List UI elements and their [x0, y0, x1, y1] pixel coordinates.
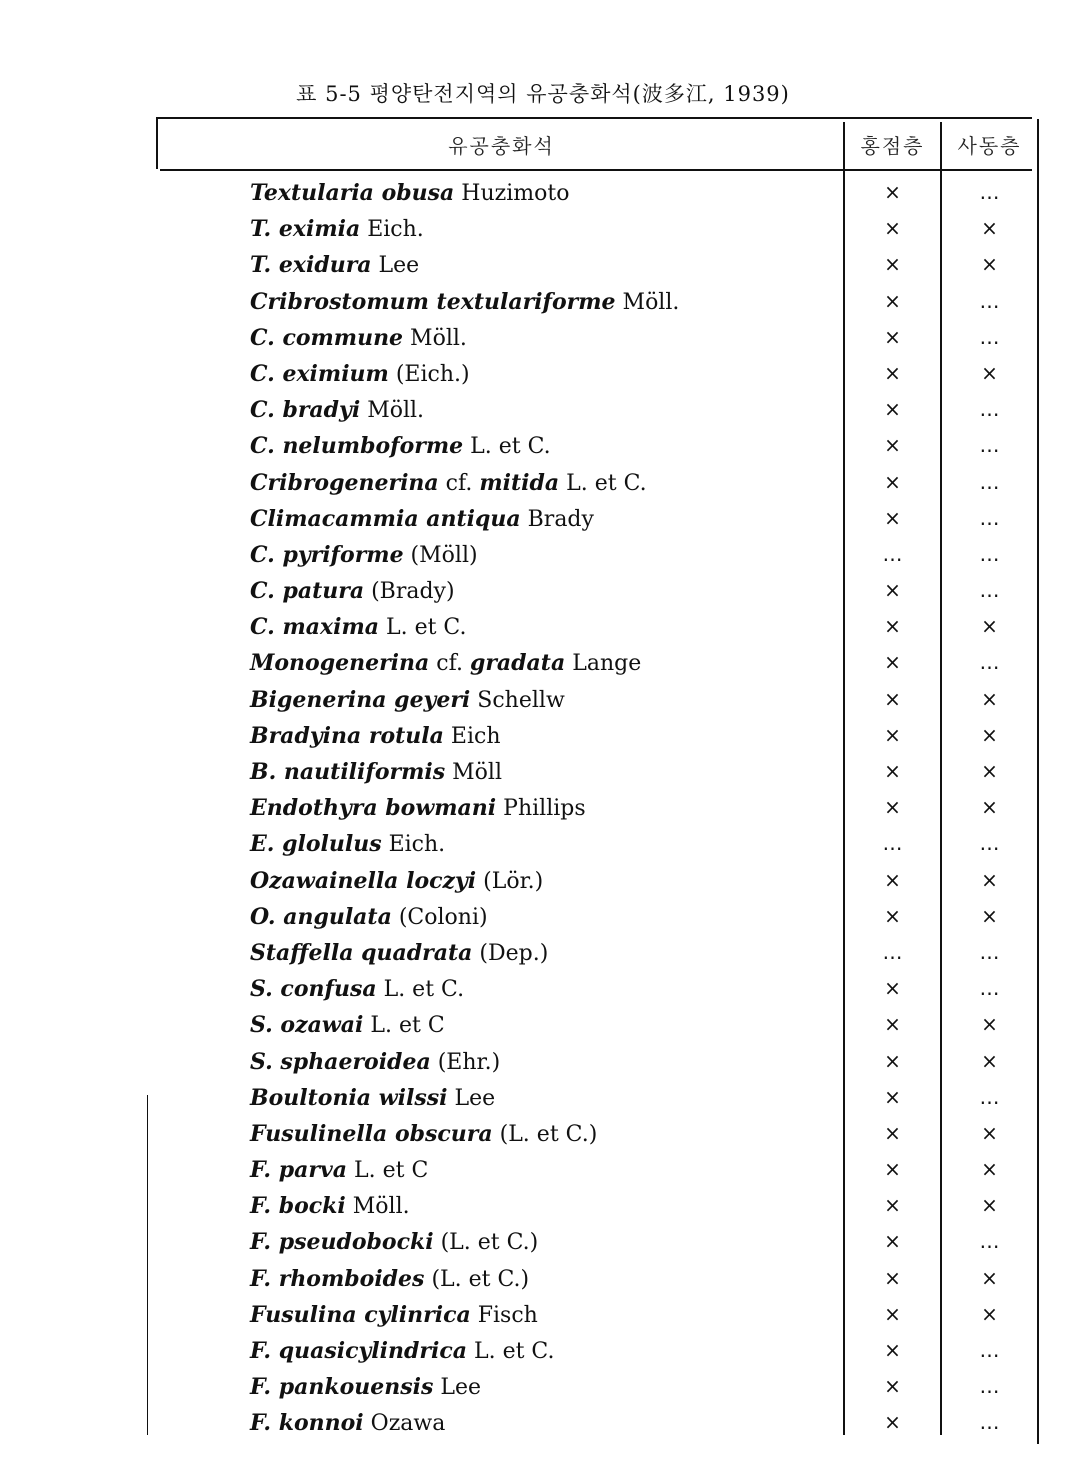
col1-mark: …	[882, 541, 903, 566]
species-name	[250, 578, 455, 604]
author: Lee	[433, 1375, 482, 1401]
species-name	[250, 397, 424, 423]
author: Eich.	[360, 217, 424, 243]
table-row	[0, 974, 1086, 1010]
col1-mark: ×	[884, 1265, 901, 1290]
author: L. et C	[347, 1158, 429, 1184]
genus-species: S. ozawai	[250, 1012, 364, 1039]
col2-mark: ×	[981, 903, 998, 928]
col2-mark: …	[979, 180, 1000, 204]
col2-mark: …	[979, 469, 1000, 494]
col2-mark: …	[979, 397, 1000, 422]
species-name	[250, 1302, 538, 1328]
author-2: Lange	[565, 651, 642, 677]
col2-mark: ×	[981, 360, 998, 385]
genus-species: F. parva	[250, 1157, 347, 1184]
genus-species: F. pankouensis	[250, 1374, 434, 1401]
table-row	[0, 1010, 1086, 1046]
author: Fisch	[470, 1302, 538, 1328]
col2-mark: ×	[981, 252, 998, 277]
author: (Coloni)	[391, 904, 488, 930]
species-name	[250, 940, 548, 966]
species-name	[250, 1374, 481, 1400]
col1-mark: ×	[884, 469, 901, 494]
author: (L. et C.)	[433, 1230, 539, 1256]
genus-species: C. bradyi	[250, 397, 361, 424]
col1-mark: ×	[884, 180, 901, 204]
table-body	[0, 178, 1086, 1445]
species-name	[250, 1193, 410, 1219]
author: Huzimoto	[454, 181, 570, 206]
col2-mark: …	[979, 939, 1000, 964]
genus-species: Fusulinella obscura	[250, 1120, 493, 1147]
author: Eich.	[381, 832, 446, 858]
genus-species: Textularia obusa	[250, 180, 455, 206]
author: (Dep.)	[472, 940, 549, 966]
left-border	[156, 119, 158, 169]
table-row	[0, 1119, 1086, 1155]
author: L. et C.	[466, 1339, 555, 1364]
col2-mark: …	[979, 324, 1000, 349]
col1-mark: ×	[884, 903, 901, 928]
genus-species: Staffella quadrata	[250, 939, 473, 966]
genus-species: O. angulata	[250, 903, 392, 930]
author: Lee	[447, 1085, 496, 1111]
col2-mark: ×	[981, 867, 998, 892]
author: Möll.	[345, 1194, 410, 1220]
genus-species: T. eximia	[250, 216, 361, 243]
author: (Möll)	[403, 542, 478, 568]
table-caption: 표 5-5 평양탄전지역의 유공충화석(波多江, 1939)	[296, 82, 790, 106]
col1-mark: ×	[884, 216, 901, 241]
genus-species: Bradyina rotula	[250, 722, 444, 749]
table-row	[0, 1408, 1086, 1444]
col1-mark: ×	[884, 252, 901, 277]
col1-mark: ×	[884, 976, 901, 1001]
species-name	[250, 1338, 554, 1364]
genus-species: Endothyra bowmani	[250, 795, 497, 822]
table-row	[0, 829, 1086, 865]
author: L. et C	[363, 1013, 445, 1039]
table-row	[0, 1336, 1086, 1372]
col1-mark: ×	[884, 1012, 901, 1037]
genus-species: Bigenerina geyeri	[250, 686, 471, 713]
species-name	[250, 1229, 538, 1255]
col2-mark: …	[979, 1229, 1000, 1254]
species-name	[250, 1410, 445, 1436]
author: L. et C.	[378, 615, 467, 641]
table-row	[0, 214, 1086, 250]
author: cf.	[429, 651, 470, 677]
author: Schellw	[470, 687, 565, 713]
col1-mark: ×	[884, 722, 901, 747]
author: Ozawa	[363, 1411, 446, 1437]
table-row	[0, 866, 1086, 902]
header-fossil-name: 유공충화석	[448, 134, 555, 158]
species-name	[250, 723, 501, 749]
col1-mark: ×	[884, 1338, 901, 1362]
col1-mark: ×	[884, 614, 901, 639]
col1-mark: ×	[884, 433, 901, 458]
col1-mark: ×	[884, 867, 901, 892]
col1-mark: ×	[884, 288, 901, 313]
col1-mark: ×	[884, 1157, 901, 1182]
col2-mark: …	[979, 1374, 1000, 1399]
species-name	[250, 1121, 597, 1147]
author: Phillips	[496, 796, 586, 822]
species-name	[250, 650, 641, 676]
table-row	[0, 1047, 1086, 1083]
species-name	[250, 325, 467, 351]
col2-mark: …	[979, 1084, 1000, 1109]
col1-mark: …	[882, 939, 903, 964]
genus-species: B. nautiliformis	[250, 759, 446, 785]
table-row	[0, 359, 1086, 395]
col1-mark: ×	[884, 324, 901, 349]
col2-mark: …	[979, 650, 1000, 675]
species-name	[250, 687, 565, 713]
table-row	[0, 685, 1086, 721]
species-name	[250, 506, 594, 532]
author: cf.	[438, 470, 480, 496]
col1-mark: ×	[884, 1229, 901, 1254]
table-row	[0, 576, 1086, 612]
genus-species: E. glolulus	[250, 831, 382, 858]
col2-mark: …	[979, 505, 1000, 530]
col2-mark: ×	[981, 722, 998, 747]
author: L. et C.	[376, 977, 465, 1003]
author: (L. et C.)	[424, 1266, 530, 1292]
col2-mark: ×	[981, 1012, 998, 1037]
species-name	[250, 831, 445, 857]
col1-mark: ×	[884, 1048, 901, 1073]
author: (Ehr.)	[430, 1049, 501, 1075]
table-row	[0, 1264, 1086, 1300]
col1-mark: ×	[884, 1374, 901, 1399]
species-name	[250, 433, 551, 459]
species-name	[250, 1157, 428, 1183]
table-row	[0, 250, 1086, 286]
col2-mark: ×	[981, 795, 998, 820]
genus-species: F. bocki	[250, 1193, 346, 1220]
table-row	[0, 468, 1086, 504]
genus-species: C. nelumboforme	[250, 433, 464, 460]
genus-species: Monogenerina	[250, 650, 430, 677]
col2-mark: …	[979, 976, 1000, 1001]
col1-mark: ×	[884, 397, 901, 422]
table-row	[0, 793, 1086, 829]
col2-mark: …	[979, 541, 1000, 566]
species-name	[250, 759, 502, 785]
author: Möll	[445, 760, 502, 785]
species-name	[250, 542, 478, 568]
genus-species: Boultonia wilssi	[250, 1084, 448, 1111]
species-name	[250, 1266, 529, 1292]
genus-species: C. patura	[250, 578, 365, 605]
top-rule	[156, 117, 1032, 119]
col1-mark: ×	[884, 1193, 901, 1218]
genus-species: C. pyriforme	[250, 541, 404, 568]
author: Eich	[443, 723, 501, 749]
col1-mark: ×	[884, 650, 901, 675]
col2-mark: ×	[981, 1265, 998, 1290]
header-col1: 홍점층	[860, 134, 925, 158]
genus-species: Climacammia antiqua	[250, 505, 521, 532]
author: (Lör.)	[476, 868, 544, 894]
genus-species: Fusulina cylinrica	[250, 1301, 471, 1328]
genus-species: S. sphaeroidea	[250, 1048, 431, 1075]
col1-mark: ×	[884, 1120, 901, 1145]
species-name	[250, 614, 466, 640]
col2-mark: ×	[981, 1120, 998, 1145]
table-row	[0, 178, 1086, 214]
table-row	[0, 1372, 1086, 1408]
genus-species: F. quasicylindrica	[250, 1338, 467, 1364]
table-row	[0, 902, 1086, 938]
genus-species: C. maxima	[250, 614, 379, 641]
species-name	[250, 180, 569, 206]
author: (Eich.)	[388, 361, 470, 387]
table-row	[0, 323, 1086, 359]
author: Möll.	[360, 398, 425, 424]
species-name	[250, 1012, 445, 1038]
col2-mark: ×	[981, 686, 998, 711]
table-row	[0, 938, 1086, 974]
col2-mark: …	[979, 288, 1000, 313]
table-row	[0, 395, 1086, 431]
col2-mark: ×	[981, 1193, 998, 1218]
col1-mark: ×	[884, 795, 901, 820]
author: (L. et C.)	[492, 1121, 598, 1147]
species-name	[250, 470, 647, 496]
species-name	[250, 868, 543, 894]
species-name	[250, 361, 470, 387]
col2-mark: …	[979, 433, 1000, 458]
author-2: L. et C.	[559, 470, 647, 496]
col2-mark: ×	[981, 1157, 998, 1182]
genus-species: Cribrogenerina	[250, 469, 439, 496]
genus-species: C. commune	[250, 324, 404, 351]
genus-species: F. konnoi	[250, 1410, 364, 1437]
author: Lee	[371, 253, 420, 279]
col2-mark: …	[979, 1410, 1000, 1435]
table-row	[0, 648, 1086, 684]
col2-mark: ×	[981, 216, 998, 241]
genus-species: T. exidura	[250, 252, 372, 279]
species-name	[250, 216, 424, 242]
species-name	[250, 252, 419, 278]
col2-mark: ×	[981, 759, 998, 783]
col1-mark: ×	[884, 360, 901, 385]
species-epithet: gradata	[469, 650, 566, 677]
col2-mark: …	[979, 831, 1000, 856]
col1-mark: ×	[884, 1084, 901, 1109]
col2-mark: ×	[981, 614, 998, 639]
author: Möll.	[403, 325, 467, 351]
table-row	[0, 1227, 1086, 1263]
header-col2: 사동층	[957, 134, 1022, 158]
author: Möll.	[615, 289, 680, 315]
genus-species: F. pseudobocki	[250, 1229, 434, 1256]
col1-mark: …	[882, 831, 903, 856]
col2-mark: ×	[981, 1048, 998, 1073]
table-row	[0, 757, 1086, 793]
table-row	[0, 287, 1086, 323]
col1-mark: ×	[884, 1301, 901, 1326]
genus-species: Cribrostomum textulariforme	[250, 288, 616, 315]
table-row	[0, 1191, 1086, 1227]
table-row	[0, 540, 1086, 576]
col1-mark: ×	[884, 686, 901, 711]
genus-species: F. rhomboides	[250, 1265, 425, 1292]
genus-species: C. eximium	[250, 360, 389, 387]
species-name	[250, 289, 679, 315]
col2-mark: …	[979, 1338, 1000, 1362]
species-name	[250, 1085, 495, 1111]
genus-species: Ozawainella loczyi	[250, 867, 477, 894]
author: L. et C.	[463, 434, 551, 460]
species-name	[250, 976, 464, 1002]
col1-mark: ×	[884, 1410, 901, 1435]
table-row	[0, 612, 1086, 648]
author: Brady	[520, 506, 594, 532]
table-row	[0, 504, 1086, 540]
col1-mark: ×	[884, 759, 901, 783]
col1-mark: ×	[884, 578, 901, 603]
table-row	[0, 721, 1086, 757]
table-row	[0, 1300, 1086, 1336]
header-rule	[160, 169, 1032, 171]
col1-mark: ×	[884, 505, 901, 530]
species-name	[250, 1049, 500, 1075]
col2-mark: …	[979, 578, 1000, 603]
genus-species: S. confusa	[250, 976, 377, 1003]
table-row	[0, 1155, 1086, 1191]
species-epithet: mitida	[479, 469, 560, 496]
author: (Brady)	[364, 579, 455, 605]
species-name	[250, 795, 586, 821]
table-row	[0, 431, 1086, 467]
col2-mark: ×	[981, 1301, 998, 1326]
species-name	[250, 904, 488, 930]
table-row	[0, 1083, 1086, 1119]
